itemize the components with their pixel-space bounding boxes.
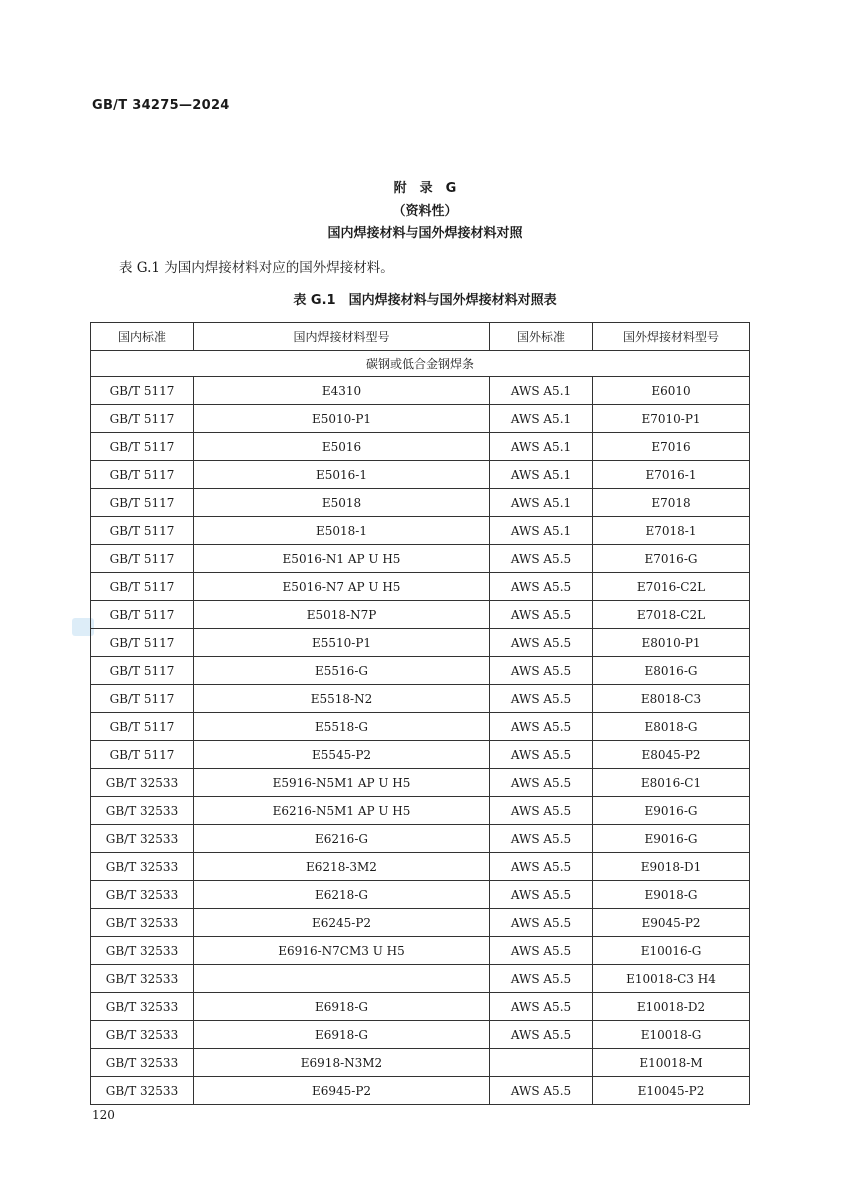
table-row <box>91 937 750 965</box>
table-cell: AWS A5.5 <box>490 545 593 573</box>
table-cell: E7018-1 <box>593 517 750 545</box>
table-caption: 表 G.1 国内焊接材料与国外焊接材料对照表 <box>293 293 557 308</box>
table-cell: E9045-P2 <box>593 909 750 937</box>
table-cell: E6918-N3M2 <box>194 1049 490 1077</box>
table-cell: E8045-P2 <box>593 741 750 769</box>
table-cell: GB/T 32533 <box>91 965 194 993</box>
table-cell: E5518-N2 <box>194 685 490 713</box>
table-cell: E6218-3M2 <box>194 853 490 881</box>
table-cell: GB/T 5117 <box>91 377 194 405</box>
table-row <box>91 965 750 993</box>
table-cell <box>194 965 490 993</box>
table-cell: E4310 <box>194 377 490 405</box>
table-cell: GB/T 5117 <box>91 405 194 433</box>
table-row <box>91 545 750 573</box>
table-cell: E5916-N5M1 AP U H5 <box>194 769 490 797</box>
appendix-name: 国内焊接材料与国外焊接材料对照 <box>327 226 523 241</box>
table-cell: AWS A5.5 <box>490 741 593 769</box>
table-row <box>91 797 750 825</box>
table-cell: GB/T 5117 <box>91 573 194 601</box>
table-cell: GB/T 5117 <box>91 657 194 685</box>
table-cell: E7010-P1 <box>593 405 750 433</box>
table-row <box>91 573 750 601</box>
table-cell: E8016-G <box>593 657 750 685</box>
table-cell: GB/T 5117 <box>91 601 194 629</box>
table-row <box>91 377 750 405</box>
table-row <box>91 685 750 713</box>
header-cell: 国外标准 <box>490 323 593 351</box>
table-cell: AWS A5.5 <box>490 825 593 853</box>
table-cell: AWS A5.5 <box>490 769 593 797</box>
table-row <box>91 1021 750 1049</box>
table-cell: E5516-G <box>194 657 490 685</box>
table-cell: E6216-G <box>194 825 490 853</box>
table-cell: E5018 <box>194 489 490 517</box>
table-cell: E6216-N5M1 AP U H5 <box>194 797 490 825</box>
table-cell: AWS A5.5 <box>490 881 593 909</box>
table-cell: AWS A5.1 <box>490 489 593 517</box>
table-row <box>91 825 750 853</box>
table-cell: GB/T 32533 <box>91 853 194 881</box>
table-cell: E10018-D2 <box>593 993 750 1021</box>
table-cell: AWS A5.1 <box>490 377 593 405</box>
table-cell: GB/T 5117 <box>91 713 194 741</box>
table-cell: E7016 <box>593 433 750 461</box>
table-cell: GB/T 5117 <box>91 741 194 769</box>
table-cell: GB/T 32533 <box>91 909 194 937</box>
table-cell: AWS A5.5 <box>490 573 593 601</box>
table-cell: E6945-P2 <box>194 1077 490 1105</box>
table-cell: AWS A5.5 <box>490 1077 593 1105</box>
table-cell: GB/T 32533 <box>91 937 194 965</box>
table-cell: AWS A5.1 <box>490 405 593 433</box>
table-cell: E6245-P2 <box>194 909 490 937</box>
table-cell: AWS A5.5 <box>490 797 593 825</box>
table-row <box>91 741 750 769</box>
table-cell: AWS A5.1 <box>490 517 593 545</box>
table-row <box>91 489 750 517</box>
table-cell: GB/T 32533 <box>91 825 194 853</box>
header-cell: 国外焊接材料型号 <box>593 323 750 351</box>
table-cell: AWS A5.5 <box>490 657 593 685</box>
table-cell: AWS A5.5 <box>490 937 593 965</box>
table-cell: GB/T 32533 <box>91 1021 194 1049</box>
table-cell: E10016-G <box>593 937 750 965</box>
table-cell: E5010-P1 <box>194 405 490 433</box>
table-cell: E5018-N7P <box>194 601 490 629</box>
table-cell: AWS A5.5 <box>490 685 593 713</box>
table-cell: E7016-G <box>593 545 750 573</box>
table-row <box>91 405 750 433</box>
table-cell: E8010-P1 <box>593 629 750 657</box>
table-cell: AWS A5.5 <box>490 965 593 993</box>
table-cell: GB/T 5117 <box>91 685 194 713</box>
table-cell: E5518-G <box>194 713 490 741</box>
table-cell: E5510-P1 <box>194 629 490 657</box>
table-cell: E6010 <box>593 377 750 405</box>
table-cell: E7016-1 <box>593 461 750 489</box>
table-cell: AWS A5.5 <box>490 853 593 881</box>
header-cell: 国内标准 <box>91 323 194 351</box>
table-cell: GB/T 32533 <box>91 881 194 909</box>
table-row <box>91 1077 750 1105</box>
table-cell: E10018-G <box>593 1021 750 1049</box>
table-cell: E5016-1 <box>194 461 490 489</box>
table-cell: AWS A5.5 <box>490 1021 593 1049</box>
table-cell: E10018-C3 H4 <box>593 965 750 993</box>
table-row <box>91 713 750 741</box>
table-cell: GB/T 5117 <box>91 517 194 545</box>
table-row <box>91 993 750 1021</box>
appendix-title: 附 录 G <box>393 181 457 196</box>
table-cell: GB/T 32533 <box>91 1049 194 1077</box>
table-cell: GB/T 32533 <box>91 769 194 797</box>
table-cell: GB/T 5117 <box>91 489 194 517</box>
intro-text: 表 G.1 为国内焊接材料对应的国外焊接材料。 <box>119 260 394 276</box>
table-cell: AWS A5.5 <box>490 629 593 657</box>
table-cell: E5018-1 <box>194 517 490 545</box>
page-number: 120 <box>92 1108 115 1122</box>
table-cell: GB/T 5117 <box>91 545 194 573</box>
table-row <box>91 657 750 685</box>
table-cell: E9018-G <box>593 881 750 909</box>
table-cell: E10045-P2 <box>593 1077 750 1105</box>
table-cell: AWS A5.1 <box>490 433 593 461</box>
table-cell: GB/T 5117 <box>91 461 194 489</box>
table-row <box>91 909 750 937</box>
table-cell: GB/T 32533 <box>91 797 194 825</box>
table-cell: GB/T 5117 <box>91 629 194 657</box>
table-cell: E6218-G <box>194 881 490 909</box>
table-cell: GB/T 32533 <box>91 1077 194 1105</box>
table-cell: E10018-M <box>593 1049 750 1077</box>
table-cell: GB/T 5117 <box>91 433 194 461</box>
table-cell: E7016-C2L <box>593 573 750 601</box>
table-cell <box>490 1049 593 1077</box>
table-cell: GB/T 32533 <box>91 993 194 1021</box>
table-cell: E8018-C3 <box>593 685 750 713</box>
table-header-row <box>91 323 750 351</box>
table-cell: E8016-C1 <box>593 769 750 797</box>
table-cell: AWS A5.5 <box>490 601 593 629</box>
group-label: 碳钢或低合金钢焊条 <box>91 351 750 377</box>
table-cell: E6918-G <box>194 993 490 1021</box>
standard-code: GB/T 34275—2024 <box>92 98 230 113</box>
table-cell: AWS A5.1 <box>490 461 593 489</box>
header-cell: 国内焊接材料型号 <box>194 323 490 351</box>
table-cell: E9018-D1 <box>593 853 750 881</box>
comparison-table <box>90 322 750 1105</box>
table-cell: E5545-P2 <box>194 741 490 769</box>
table-row <box>91 769 750 797</box>
table-cell: E9016-G <box>593 825 750 853</box>
table-row <box>91 461 750 489</box>
appendix-type: （资料性） <box>392 204 458 219</box>
table-row <box>91 629 750 657</box>
table-row <box>91 853 750 881</box>
table-cell: E5016-N7 AP U H5 <box>194 573 490 601</box>
table-cell: E7018 <box>593 489 750 517</box>
table-cell: E6918-G <box>194 1021 490 1049</box>
table-row <box>91 1049 750 1077</box>
table-cell: AWS A5.5 <box>490 713 593 741</box>
table-row <box>91 881 750 909</box>
table-cell: E7018-C2L <box>593 601 750 629</box>
table-row <box>91 601 750 629</box>
table-row <box>91 517 750 545</box>
table-cell: E8018-G <box>593 713 750 741</box>
table-cell: E5016-N1 AP U H5 <box>194 545 490 573</box>
group-row <box>91 351 750 377</box>
table-cell: E9016-G <box>593 797 750 825</box>
table-row <box>91 433 750 461</box>
table-cell: E6916-N7CM3 U H5 <box>194 937 490 965</box>
table-cell: AWS A5.5 <box>490 993 593 1021</box>
table-cell: AWS A5.5 <box>490 909 593 937</box>
table-cell: E5016 <box>194 433 490 461</box>
